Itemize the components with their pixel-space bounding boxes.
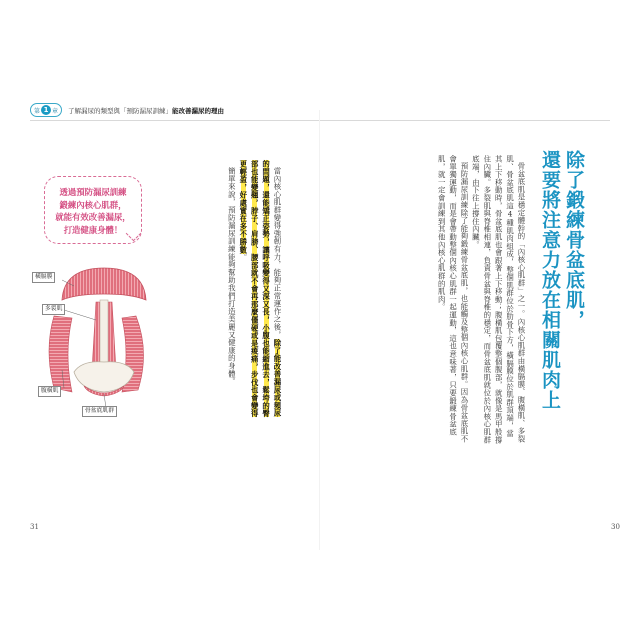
chapter-header bbox=[30, 103, 224, 117]
paragraph-summary: 簡單來說，預防漏尿訓練能夠幫助我們打造美麗又健康的身體。 bbox=[227, 167, 237, 386]
transversus-left-shape bbox=[49, 316, 72, 392]
section-heading-line-2: 還要將注意力放在相關肌肉上 bbox=[539, 150, 561, 410]
chapter-title-part1: 了解漏尿的類型與「預防漏尿訓練」 bbox=[68, 106, 173, 115]
chapter-suffix: 章 bbox=[52, 107, 59, 115]
chapter-number: 1 bbox=[41, 105, 51, 115]
paragraph-training: 預防漏尿訓練除了能夠鍛練骨盆底肌，也能觸及整個內核心肌群。因為骨盆底肌不會單獨運動，而是會帶動整個內核心肌群一起運動，這也意味著，只要鍛練骨盆底肌，就一定會訓練到其他內核心肌群的肌肉。 bbox=[437, 155, 469, 444]
paragraph-core-muscles: 骨盆底肌是穩定體幹的「內核心肌群」之一。內核心肌群由橫膈膜、腹橫肌、多裂肌、骨盆底肌這4種肌肉組成，整個肌群位於肋骨下方，橫膈膜位於肌群頂端，當其上下移動時，骨盆底肌也會跟著上下移動；腹橫肌包覆整個腹部，就像是馬甲般撐住內臟。多裂肌與脊椎相連，負責骨盆與脊椎的穩定，而骨盆底肌就位於內核心肌群底端，由下往上撐住內臟。 bbox=[471, 155, 526, 444]
chapter-prefix: 第 bbox=[34, 107, 41, 115]
page-number-left: 31 bbox=[30, 523, 39, 531]
benefits-end: 。 bbox=[238, 253, 248, 262]
label-multifidus: 多裂肌 bbox=[42, 304, 65, 315]
chapter-badge bbox=[30, 103, 62, 117]
bubble-line-2: 鍛練內核心肌群， bbox=[59, 199, 127, 210]
benefits-highlight: 除了能改善漏尿或頻尿的問題，還能矯正姿勢，讓呼吸變得又深又長，小腹也能縮進去，鬆垮的臀部也能變翹，脖子、肩膀、腰部就不會再那麼僵硬或是痠痛，步伐也會變得更輕盈，好處實在多不勝數 bbox=[238, 160, 282, 418]
label-transversus: 腹橫肌 bbox=[38, 386, 61, 397]
left-page-body bbox=[183, 160, 283, 420]
header-divider bbox=[30, 120, 610, 121]
bubble-line-4: 打造健康身體！ bbox=[63, 224, 123, 235]
bubble-line-1: 透過預防漏尿訓練 bbox=[59, 187, 127, 197]
chapter-title-part2: 能改善漏尿的理由 bbox=[172, 106, 225, 115]
label-pelvic-floor: 骨盆底肌群 bbox=[82, 406, 117, 417]
paragraph-benefits bbox=[237, 160, 283, 420]
core-muscle-illustration bbox=[32, 260, 157, 420]
section-heading-line-1: 除了鍛練骨盆底肌， bbox=[563, 150, 585, 330]
benefits-intro: 當內核心肌群變得強韌有力，能夠正常運作之後， bbox=[273, 167, 282, 339]
speech-bubble-text bbox=[50, 186, 136, 236]
bubble-line-3: 就能有效改善漏尿， bbox=[55, 212, 131, 222]
page-number-right: 30 bbox=[611, 523, 620, 531]
diaphragm-shape bbox=[62, 268, 146, 300]
section-heading bbox=[538, 150, 586, 450]
right-page-body bbox=[292, 155, 527, 445]
label-diaphragm: 橫膈膜 bbox=[32, 272, 55, 283]
chapter-title bbox=[68, 106, 224, 115]
